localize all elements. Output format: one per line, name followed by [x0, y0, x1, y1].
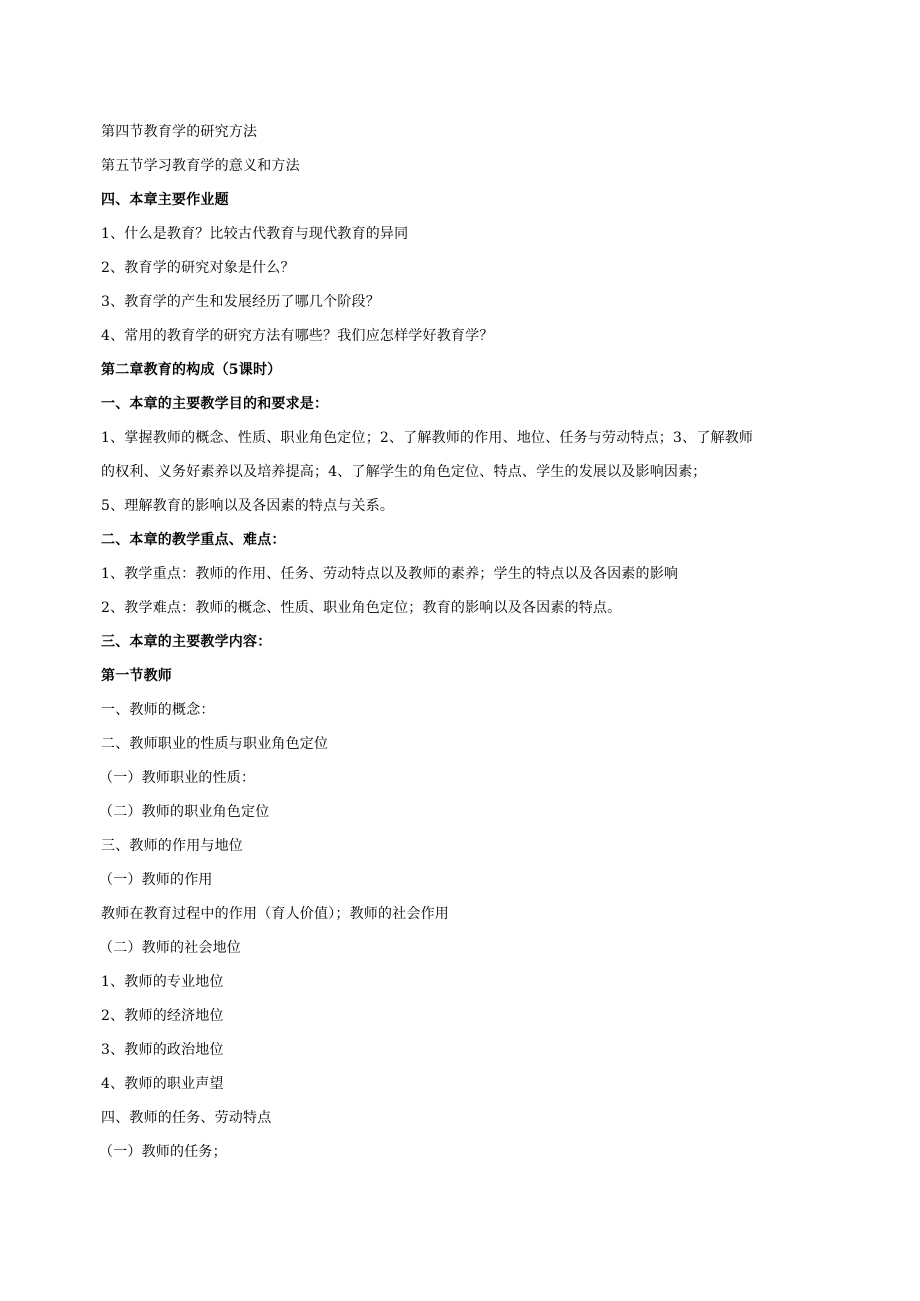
text-line: 2、教师的经济地位	[101, 1008, 224, 1024]
text-line: 2、教育学的研究对象是什么？	[101, 260, 295, 276]
text-line: 1、教师的专业地位	[101, 974, 224, 990]
heading-line: 第一节教师	[101, 668, 172, 684]
text-line: 第五节学习教育学的意义和方法	[101, 158, 300, 174]
text-line: 二、教师职业的性质与职业角色定位	[101, 736, 329, 752]
heading-line: 四、本章主要作业题	[101, 192, 229, 208]
heading-line: 第二章教育的构成（5课时）	[101, 362, 282, 378]
text-line: （二）教师的社会地位	[99, 940, 241, 956]
text-line: 4、常用的教育学的研究方法有哪些？我们应怎样学好教育学？	[101, 328, 494, 344]
text-line: 第四节教育学的研究方法	[101, 124, 258, 140]
text-line: 3、教育学的产生和发展经历了哪几个阶段？	[101, 294, 380, 310]
text-line: 1、什么是教育？比较古代教育与现代教育的异同	[101, 226, 409, 242]
document-body	[101, 115, 821, 1169]
text-line: （一）教师的作用	[99, 872, 213, 888]
heading-line: 一、本章的主要教学目的和要求是：	[101, 396, 329, 412]
text-line: 的权利、义务好素养以及培养提高；4、了解学生的角色定位、特点、学生的发展以及影响因素；	[101, 464, 707, 480]
text-line: 4、教师的职业声望	[101, 1076, 224, 1092]
heading-line: 二、本章的教学重点、难点：	[101, 532, 286, 548]
text-line: 教师在教育过程中的作用（育人价值）；教师的社会作用	[101, 906, 449, 922]
text-line: 5、理解教育的影响以及各因素的特点与关系。	[101, 498, 395, 514]
heading-line: 三、本章的主要教学内容：	[101, 634, 272, 650]
text-line: （二）教师的职业角色定位	[99, 804, 270, 820]
text-line: 三、教师的作用与地位	[101, 838, 243, 854]
text-line: （一）教师的任务；	[99, 1144, 227, 1160]
text-line: 四、教师的任务、劳动特点	[101, 1110, 272, 1126]
text-line: 一、教师的概念：	[101, 702, 215, 718]
text-line: 3、教师的政治地位	[101, 1042, 224, 1058]
text-line: 1、掌握教师的概念、性质、职业角色定位；2、了解教师的作用、地位、任务与劳动特点；3、了解教师	[101, 430, 754, 446]
text-line: 1、教学重点：教师的作用、任务、劳动特点以及教师的素养；学生的特点以及各因素的影响	[101, 566, 679, 582]
text-line: （一）教师职业的性质：	[99, 770, 256, 786]
text-line: 2、教学难点：教师的概念、性质、职业角色定位；教育的影响以及各因素的特点。	[101, 600, 622, 616]
